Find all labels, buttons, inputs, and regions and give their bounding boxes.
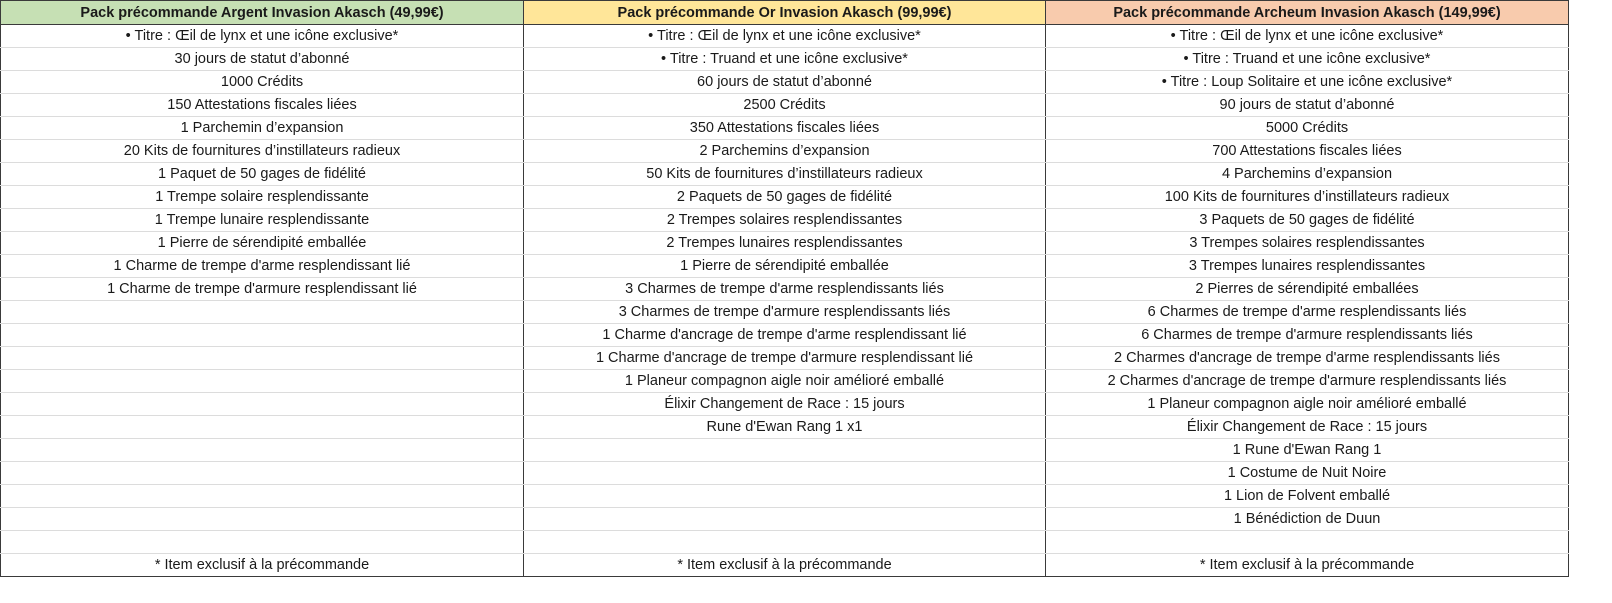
cell-archeum-item: 100 Kits de fournitures d’instillateurs radieux: [1046, 186, 1569, 209]
table-row: [1, 255, 1569, 278]
header-argent: Pack précommande Argent Invasion Akasch (49,99€): [1, 1, 524, 25]
cell-or-item: Rune d'Ewan Rang 1 x1: [524, 416, 1046, 439]
cell-or-item: 2 Parchemins d’expansion: [524, 140, 1046, 163]
table-row: [1, 140, 1569, 163]
cell-or-item: 350 Attestations fiscales liées: [524, 117, 1046, 140]
table-row: [1, 416, 1569, 439]
cell-or-item: 3 Charmes de trempe d'arme resplendissants liés: [524, 278, 1046, 301]
cell-argent-item: 20 Kits de fournitures d’instillateurs radieux: [1, 140, 524, 163]
cell-or-item: 2 Trempes solaires resplendissantes: [524, 209, 1046, 232]
cell-archeum-item: 5000 Crédits: [1046, 117, 1569, 140]
cell-argent-item: 1 Parchemin d’expansion: [1, 117, 524, 140]
cell-or-item: [524, 462, 1046, 485]
cell-or-item: [524, 485, 1046, 508]
cell-argent-item: [1, 347, 524, 370]
cell-or-item: 1 Planeur compagnon aigle noir amélioré emballé: [524, 370, 1046, 393]
cell-argent-item: 150 Attestations fiscales liées: [1, 94, 524, 117]
cell-archeum-item: 1 Lion de Folvent emballé: [1046, 485, 1569, 508]
table-row: [1, 278, 1569, 301]
cell-or-item: 2 Trempes lunaires resplendissantes: [524, 232, 1046, 255]
table-row: [1, 370, 1569, 393]
table-row: [1, 25, 1569, 48]
cell-or-item: 1 Charme d'ancrage de trempe d'armure resplendissant lié: [524, 347, 1046, 370]
footnote-row: [1, 554, 1569, 577]
cell-argent-item: [1, 370, 524, 393]
cell-argent-item: [1, 462, 524, 485]
cell-argent-item: [1, 531, 524, 554]
cell-or-item: • Titre : Truand et une icône exclusive*: [524, 48, 1046, 71]
cell-argent-item: [1, 301, 524, 324]
cell-argent-item: 1000 Crédits: [1, 71, 524, 94]
cell-argent-item: [1, 439, 524, 462]
table-row: [1, 48, 1569, 71]
cell-archeum-item: 1 Bénédiction de Duun: [1046, 508, 1569, 531]
table-row: [1, 439, 1569, 462]
table-row: [1, 485, 1569, 508]
cell-archeum-item: 3 Trempes solaires resplendissantes: [1046, 232, 1569, 255]
cell-argent-item: [1, 508, 524, 531]
cell-argent-item: 1 Pierre de sérendipité emballée: [1, 232, 524, 255]
table-row: [1, 232, 1569, 255]
cell-or-item: Élixir Changement de Race : 15 jours: [524, 393, 1046, 416]
table-body: [1, 25, 1569, 577]
cell-argent-item: • Titre : Œil de lynx et une icône exclusive*: [1, 25, 524, 48]
cell-argent-item: 1 Charme de trempe d'arme resplendissant lié: [1, 255, 524, 278]
cell-argent-item: 30 jours de statut d’abonné: [1, 48, 524, 71]
cell-archeum-item: • Titre : Loup Solitaire et une icône exclusive*: [1046, 71, 1569, 94]
cell-argent-item: 1 Trempe solaire resplendissante: [1, 186, 524, 209]
cell-archeum-item: [1046, 531, 1569, 554]
header-archeum: Pack précommande Archeum Invasion Akasch (149,99€): [1046, 1, 1569, 25]
footnote-or: * Item exclusif à la précommande: [524, 554, 1046, 577]
table-row: [1, 186, 1569, 209]
cell-archeum-item: 4 Parchemins d’expansion: [1046, 163, 1569, 186]
cell-or-item: 60 jours de statut d’abonné: [524, 71, 1046, 94]
cell-or-item: 1 Pierre de sérendipité emballée: [524, 255, 1046, 278]
cell-archeum-item: 1 Costume de Nuit Noire: [1046, 462, 1569, 485]
cell-argent-item: 1 Trempe lunaire resplendissante: [1, 209, 524, 232]
cell-or-item: 3 Charmes de trempe d'armure resplendissants liés: [524, 301, 1046, 324]
cell-archeum-item: 2 Pierres de sérendipité emballées: [1046, 278, 1569, 301]
cell-archeum-item: Élixir Changement de Race : 15 jours: [1046, 416, 1569, 439]
cell-argent-item: [1, 416, 524, 439]
cell-archeum-item: • Titre : Truand et une icône exclusive*: [1046, 48, 1569, 71]
cell-archeum-item: 90 jours de statut d’abonné: [1046, 94, 1569, 117]
cell-archeum-item: 1 Rune d'Ewan Rang 1: [1046, 439, 1569, 462]
table-row: [1, 163, 1569, 186]
table-row: [1, 209, 1569, 232]
cell-or-item: 2 Paquets de 50 gages de fidélité: [524, 186, 1046, 209]
table-row: [1, 324, 1569, 347]
table-row: [1, 301, 1569, 324]
footnote-archeum: * Item exclusif à la précommande: [1046, 554, 1569, 577]
table-row: [1, 508, 1569, 531]
cell-argent-item: [1, 324, 524, 347]
cell-archeum-item: 3 Trempes lunaires resplendissantes: [1046, 255, 1569, 278]
cell-or-item: [524, 439, 1046, 462]
table-row: [1, 71, 1569, 94]
cell-argent-item: 1 Charme de trempe d'armure resplendissant lié: [1, 278, 524, 301]
cell-archeum-item: 700 Attestations fiscales liées: [1046, 140, 1569, 163]
cell-archeum-item: 2 Charmes d'ancrage de trempe d'arme resplendissants liés: [1046, 347, 1569, 370]
cell-argent-item: 1 Paquet de 50 gages de fidélité: [1, 163, 524, 186]
table-row: [1, 94, 1569, 117]
cell-archeum-item: 6 Charmes de trempe d'armure resplendissants liés: [1046, 324, 1569, 347]
cell-archeum-item: • Titre : Œil de lynx et une icône exclusive*: [1046, 25, 1569, 48]
cell-argent-item: [1, 393, 524, 416]
cell-or-item: [524, 508, 1046, 531]
header-row: [1, 1, 1569, 25]
cell-archeum-item: 2 Charmes d'ancrage de trempe d'armure resplendissants liés: [1046, 370, 1569, 393]
table-row: [1, 531, 1569, 554]
cell-or-item: 1 Charme d'ancrage de trempe d'arme resplendissant lié: [524, 324, 1046, 347]
cell-or-item: • Titre : Œil de lynx et une icône exclusive*: [524, 25, 1046, 48]
cell-or-item: 2500 Crédits: [524, 94, 1046, 117]
table-row: [1, 347, 1569, 370]
cell-or-item: [524, 531, 1046, 554]
cell-archeum-item: 3 Paquets de 50 gages de fidélité: [1046, 209, 1569, 232]
table-row: [1, 117, 1569, 140]
cell-argent-item: [1, 485, 524, 508]
table-row: [1, 462, 1569, 485]
cell-or-item: 50 Kits de fournitures d’instillateurs radieux: [524, 163, 1046, 186]
cell-archeum-item: 6 Charmes de trempe d'arme resplendissants liés: [1046, 301, 1569, 324]
header-or: Pack précommande Or Invasion Akasch (99,99€): [524, 1, 1046, 25]
cell-archeum-item: 1 Planeur compagnon aigle noir amélioré emballé: [1046, 393, 1569, 416]
table-row: [1, 393, 1569, 416]
footnote-argent: * Item exclusif à la précommande: [1, 554, 524, 577]
